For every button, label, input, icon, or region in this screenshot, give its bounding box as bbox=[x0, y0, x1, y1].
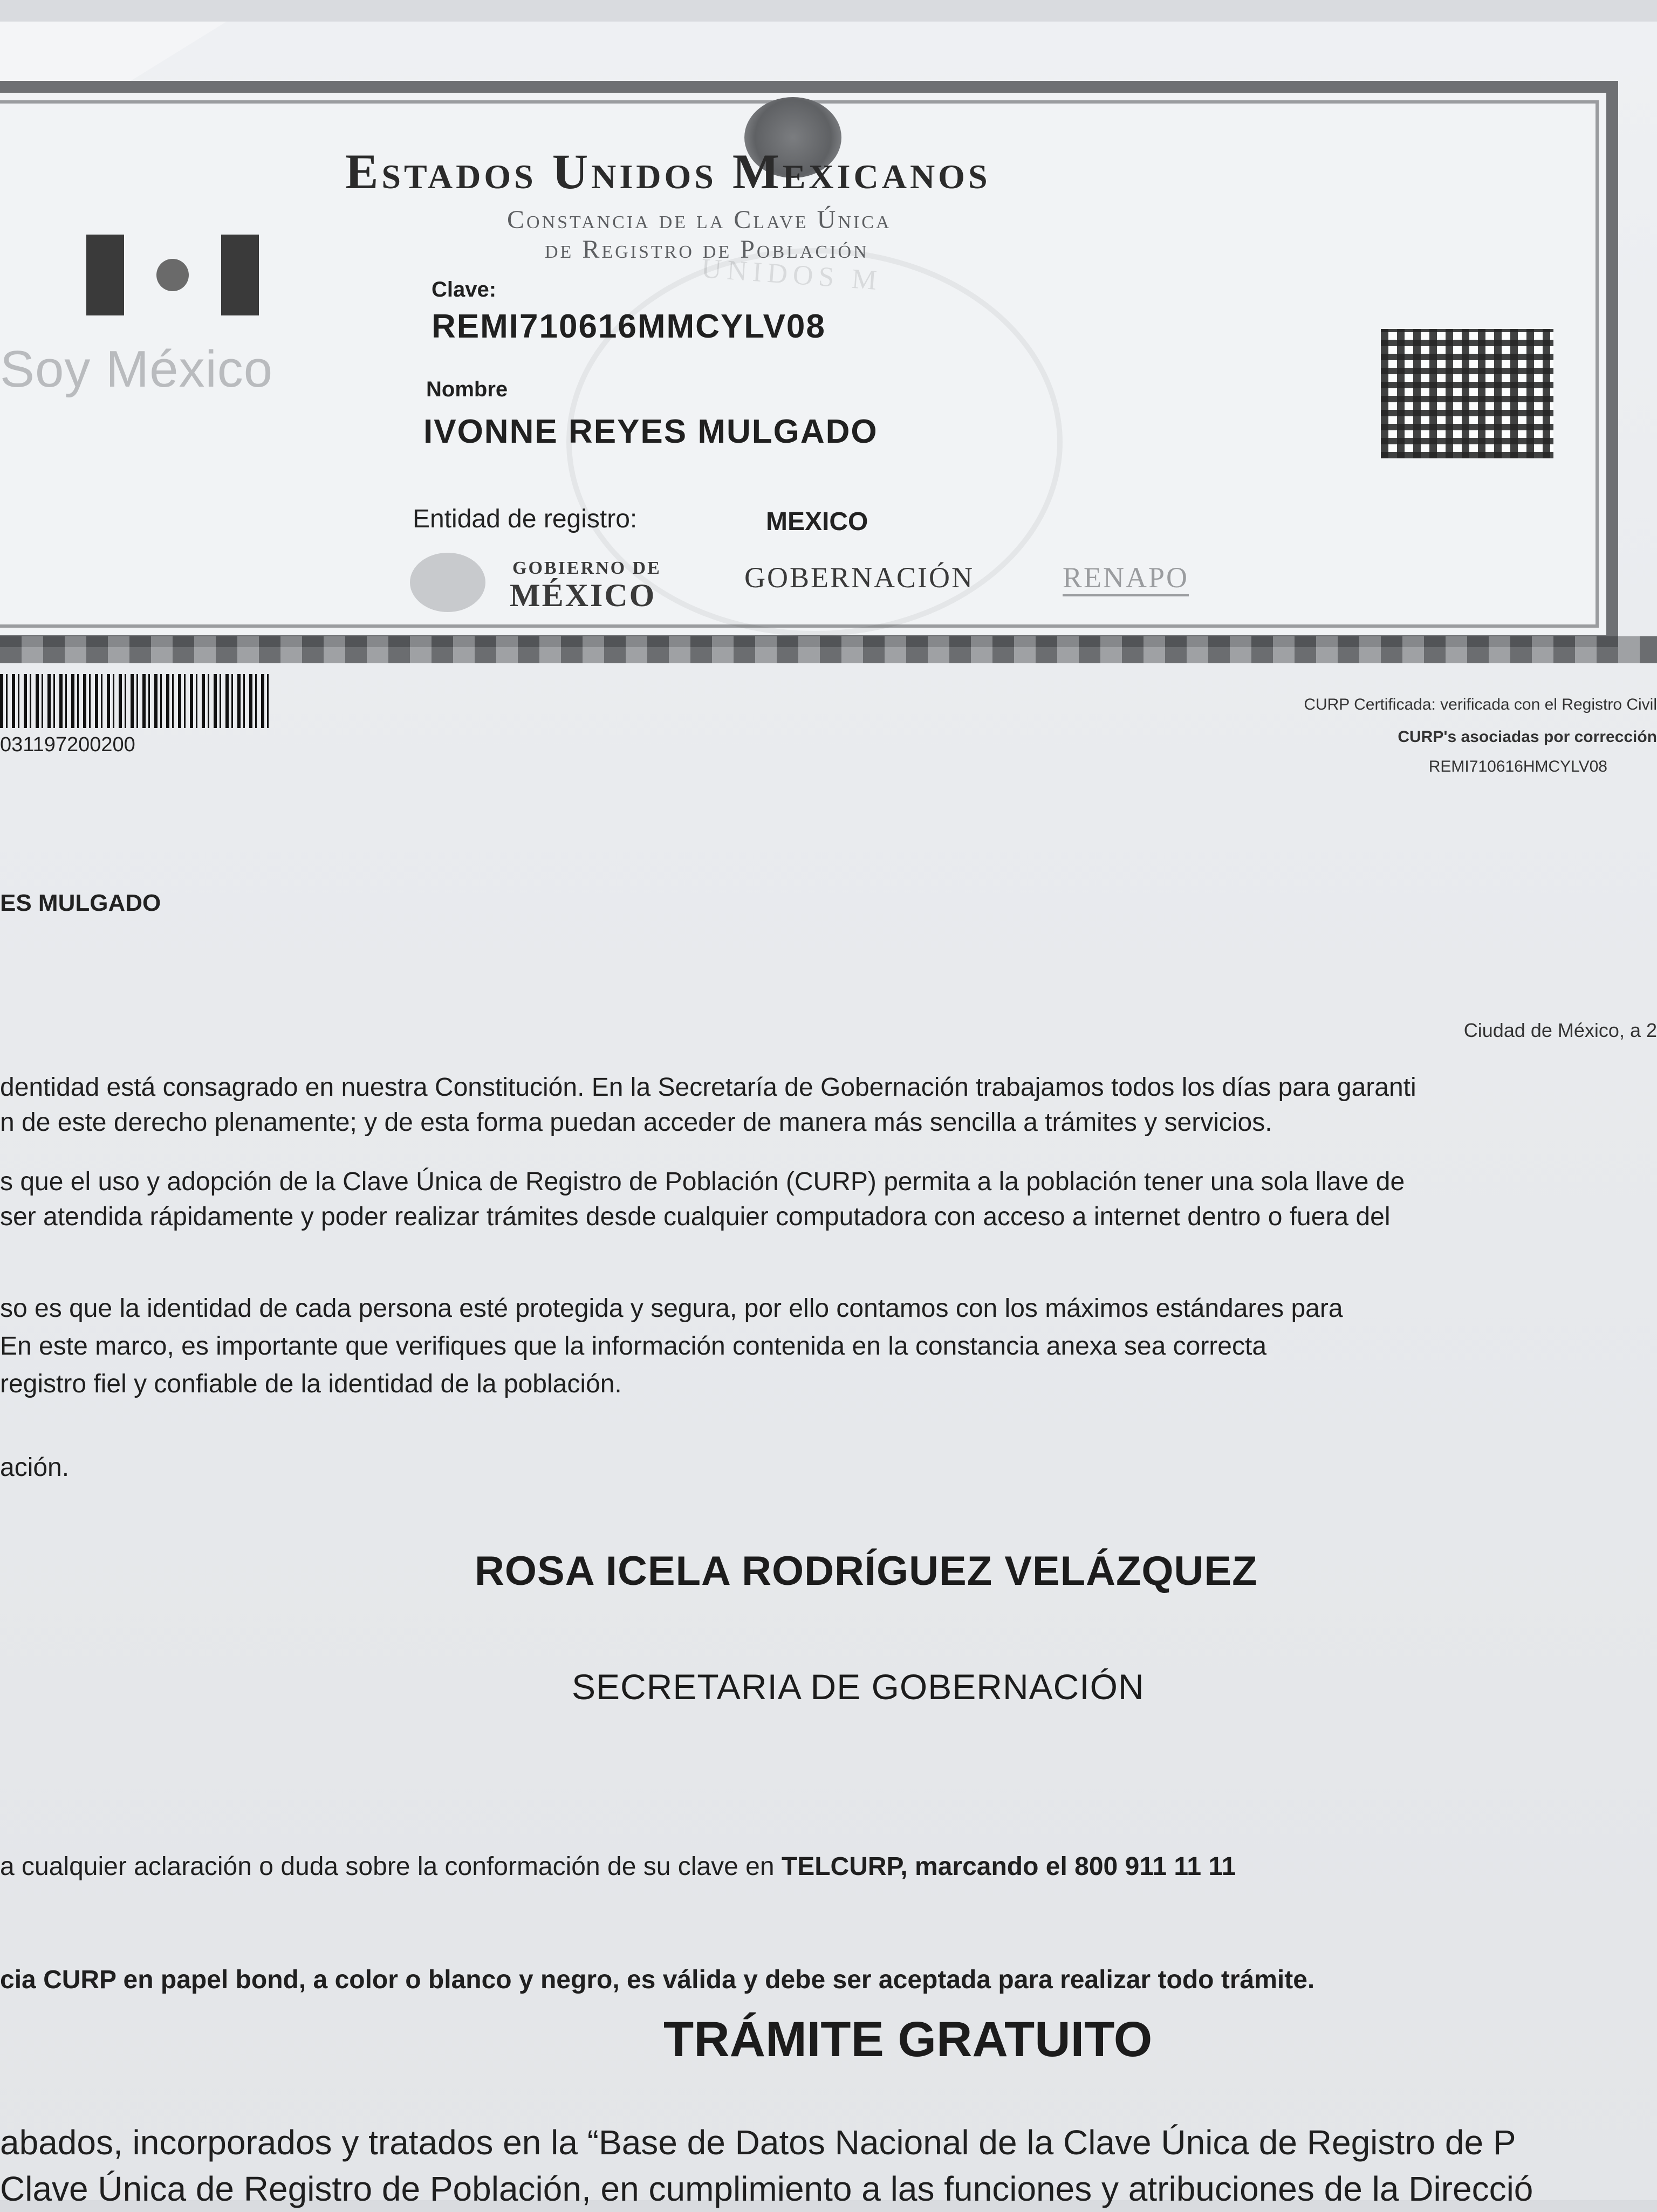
entidad-label: Entidad de registro: bbox=[413, 505, 638, 533]
renapo-logo: RENAPO bbox=[1063, 561, 1189, 596]
gobierno-seal-icon bbox=[410, 553, 485, 612]
gobierno-logo-top: GOBIERNO DE bbox=[512, 558, 661, 578]
gobernacion-logo: GOBERNACIÓN bbox=[744, 561, 975, 594]
curp-certificada-text: CURP Certificada: verificada con el Registro Civil bbox=[1304, 696, 1657, 713]
closing-line: ación. bbox=[0, 1453, 70, 1482]
contact-text: a cualquier aclaración o duda sobre la conformación de su clave en bbox=[0, 1852, 782, 1881]
certificate-subtitle-1: Constancia de la Clave Única bbox=[507, 205, 892, 234]
clave-label: Clave: bbox=[432, 278, 497, 301]
paragraph-3-line-2: En este marco, es importante que verifiques que la información contenida en la constancia anexa sea correcta bbox=[0, 1332, 1267, 1361]
paragraph-2-line-2: ser atendida rápidamente y poder realizar trámites desde cualquier computadora con acceso a internet dentro o fuera del bbox=[0, 1203, 1391, 1231]
soy-mexico-logo: Soy México bbox=[0, 340, 273, 398]
flag-stripe-left bbox=[86, 235, 124, 315]
paragraph-3-line-1: so es que la identidad de cada persona esté protegida y segura, por ello contamos con los máximos estándares para bbox=[0, 1294, 1343, 1323]
document-page bbox=[0, 22, 1657, 2208]
validity-notice: cia CURP en papel bond, a color o blanco y negro, es válida y debe ser aceptada para realizar todo trámite. bbox=[0, 1966, 1315, 1994]
entidad-value: MEXICO bbox=[766, 507, 868, 536]
clave-value: REMI710616MMCYLV08 bbox=[432, 308, 826, 345]
barcode bbox=[0, 674, 270, 728]
paragraph-3-line-3: registro fiel y confiable de la identidad de la población. bbox=[0, 1370, 622, 1398]
contact-line bbox=[0, 1850, 1236, 1884]
paragraph-1-line-1: dentidad está consagrado en nuestra Constitución. En la Secretaría de Gobernación trabajamos todos los días para garanti bbox=[0, 1073, 1416, 1102]
paragraph-1-line-2: n de este derecho plenamente; y de esta forma puedan acceder de manera más sencilla a trámites y servicios. bbox=[0, 1108, 1272, 1137]
recipient-name: ES MULGADO bbox=[0, 890, 161, 916]
decorative-band bbox=[0, 636, 1657, 663]
flag-emblem-icon bbox=[156, 259, 189, 291]
paragraph-2-line-1: s que el uso y adopción de la Clave Única de Registro de Población (CURP) permita a la población tener una sola llave de bbox=[0, 1167, 1405, 1196]
place-date: Ciudad de México, a 2 bbox=[1463, 1019, 1657, 1041]
certificate-subtitle-2: de Registro de Población bbox=[545, 235, 869, 264]
certificate-title: Estados Unidos Mexicanos bbox=[345, 144, 991, 199]
curp-asociada-value: REMI710616HMCYLV08 bbox=[1428, 758, 1607, 775]
flag-stripe-right bbox=[221, 235, 259, 315]
curps-asociadas-label: CURP's asociadas por corrección bbox=[1398, 728, 1657, 746]
footer-line-2: Clave Única de Registro de Población, en cumplimiento a las funciones y atribuciones de la Direcció bbox=[0, 2169, 1533, 2208]
nombre-value: IVONNE REYES MULGADO bbox=[423, 413, 878, 450]
telcurp-contact: TELCURP, marcando el 800 911 11 11 bbox=[781, 1852, 1236, 1881]
watermark-text: UNIDOS M bbox=[700, 253, 884, 297]
signer-name: ROSA ICELA RODRÍGUEZ VELÁZQUEZ bbox=[475, 1548, 1258, 1594]
qr-code bbox=[1381, 329, 1553, 458]
gobierno-logo-bottom: MÉXICO bbox=[510, 578, 656, 613]
footer-line-1: abados, incorporados y tratados en la “Base de Datos Nacional de la Clave Única de Registro de P bbox=[0, 2123, 1516, 2162]
nombre-label: Nombre bbox=[426, 377, 508, 401]
tramite-gratuito: TRÁMITE GRATUITO bbox=[663, 2012, 1153, 2067]
signer-title: SECRETARIA DE GOBERNACIÓN bbox=[572, 1667, 1145, 1707]
barcode-number: 031197200200 bbox=[0, 733, 135, 756]
